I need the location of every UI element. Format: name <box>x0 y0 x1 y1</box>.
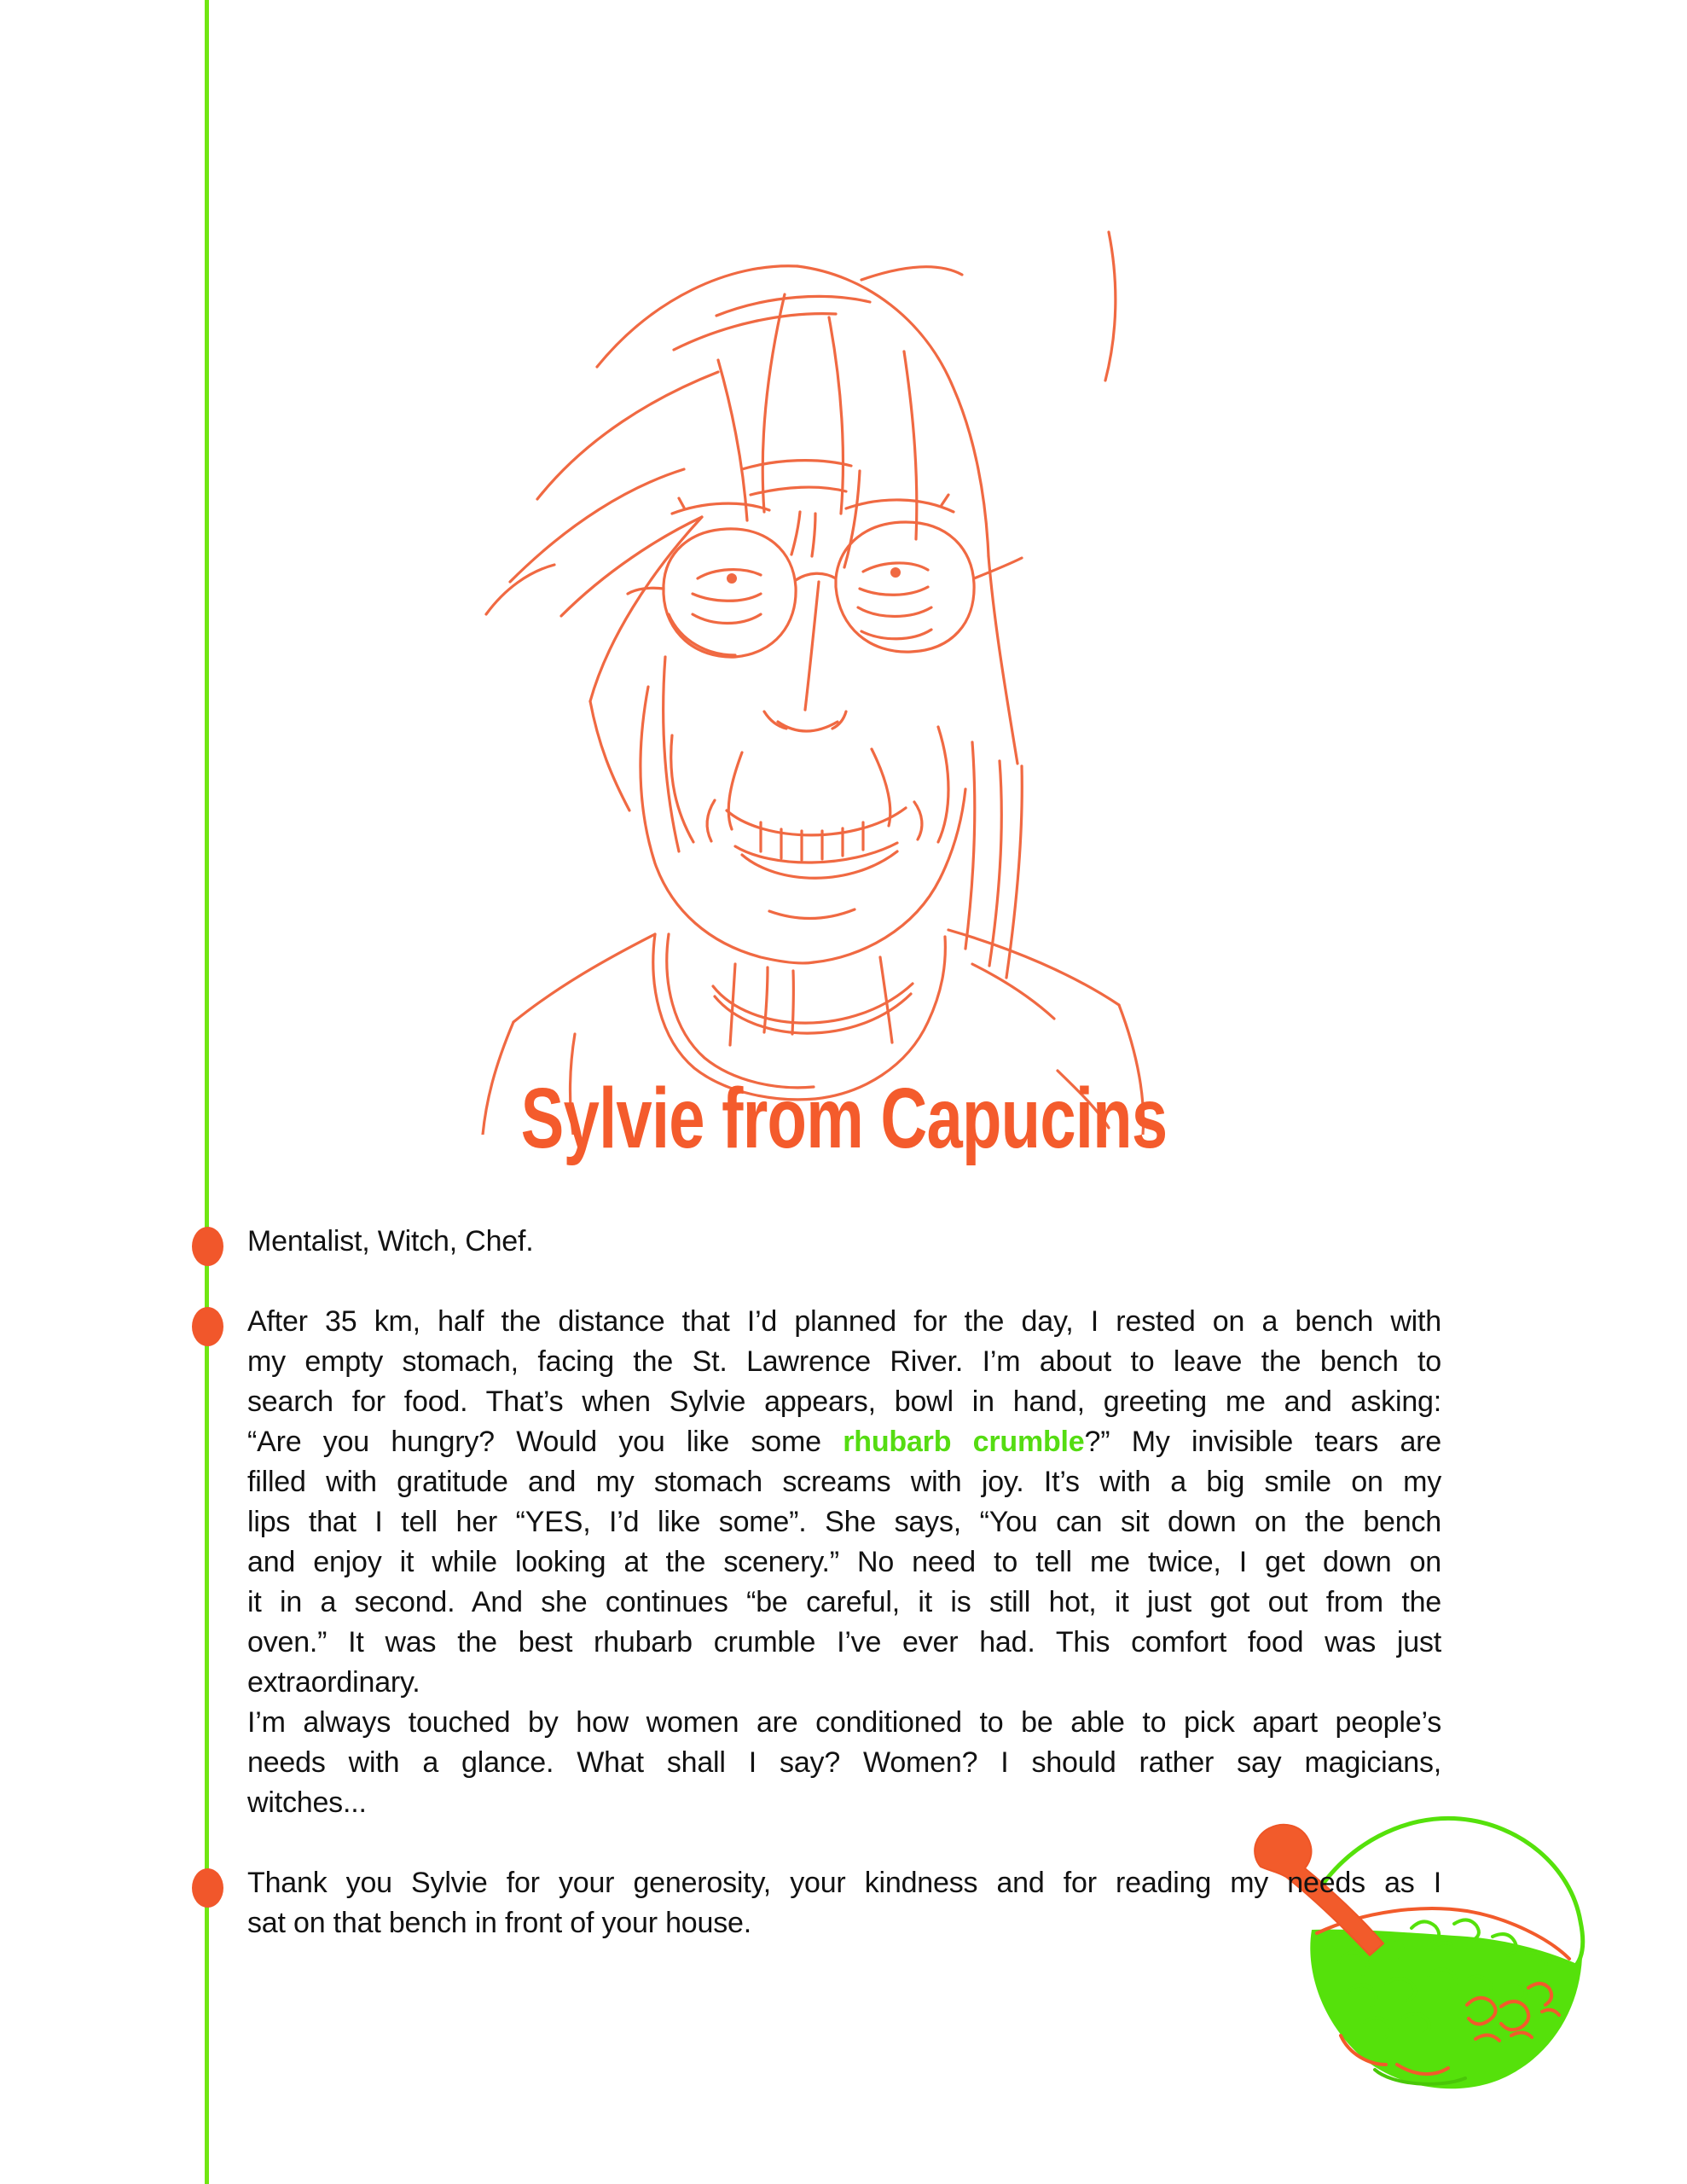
text-segment: and enjoy it while looking at the scenery.” No need to tell me twice, I get down on <box>247 1546 1441 1578</box>
text-segment: Thank you Sylvie for your generosity, your kindness and for reading my needs as I <box>247 1867 1441 1899</box>
story-paragraph <box>247 1863 1441 1943</box>
text-segment: sat on that bench in front of your house. <box>247 1907 751 1939</box>
text-segment: my empty stomach, facing the St. Lawrence River. I’m about to leave the bench to <box>247 1345 1441 1378</box>
text-segment: search for food. That’s when Sylvie appears, bowl in hand, greeting me and asking: <box>247 1385 1441 1418</box>
story-line <box>247 1623 1441 1663</box>
story-line <box>247 1583 1441 1623</box>
story-line <box>247 1663 1441 1703</box>
story-line <box>247 1462 1441 1502</box>
story-line <box>247 1863 1441 1903</box>
text-segment: Mentalist, Witch, Chef. <box>247 1225 534 1258</box>
text-segment: After 35 km, half the distance that I’d planned for the day, I rested on a bench with <box>247 1305 1441 1338</box>
text-segment: witches... <box>247 1786 367 1819</box>
story-text <box>247 1222 1441 1943</box>
text-segment: filled with gratitude and my stomach screams with joy. It’s with a big smile on my <box>247 1466 1441 1498</box>
highlight-rhubarb-crumble: rhubarb crumble <box>843 1426 1085 1458</box>
story-line <box>247 1302 1441 1342</box>
story-line <box>247 1342 1441 1382</box>
story-line <box>247 1542 1441 1583</box>
bullet-marker <box>192 1307 223 1346</box>
story-line <box>247 1502 1441 1542</box>
story-paragraph <box>247 1222 1441 1262</box>
text-segment: lips that I tell her “YES, I’d like some”. She says, “You can sit down on the bench <box>247 1506 1441 1538</box>
text-segment: I’m always touched by how women are conditioned to be able to pick apart people’s <box>247 1706 1441 1739</box>
text-segment: ?” My invisible tears are <box>1084 1426 1441 1458</box>
story-line <box>247 1743 1441 1783</box>
story-line <box>247 1222 1441 1262</box>
bullet-marker <box>192 1227 223 1266</box>
story-paragraph <box>247 1302 1441 1823</box>
story-line <box>247 1783 1441 1823</box>
story-line <box>247 1703 1441 1743</box>
story-line <box>247 1382 1441 1422</box>
text-segment: it in a second. And she continues “be careful, it is still hot, it just got out from the <box>247 1586 1441 1618</box>
story-line <box>247 1422 1441 1462</box>
sylvie-portrait-illustration <box>461 213 1237 1135</box>
story-line <box>247 1903 1441 1943</box>
page-title <box>0 1071 1687 1166</box>
text-segment: “Are you hungry? Would you like some <box>247 1426 844 1458</box>
page-title-text: Sylvie from Capucins <box>520 1071 1167 1166</box>
text-segment: extraordinary. <box>247 1666 420 1699</box>
text-segment: needs with a glance. What shall I say? Women? I should rather say magicians, <box>247 1746 1441 1779</box>
bullet-marker <box>192 1868 223 1908</box>
text-segment: oven.” It was the best rhubarb crumble I’ve ever had. This comfort food was just <box>247 1626 1441 1658</box>
